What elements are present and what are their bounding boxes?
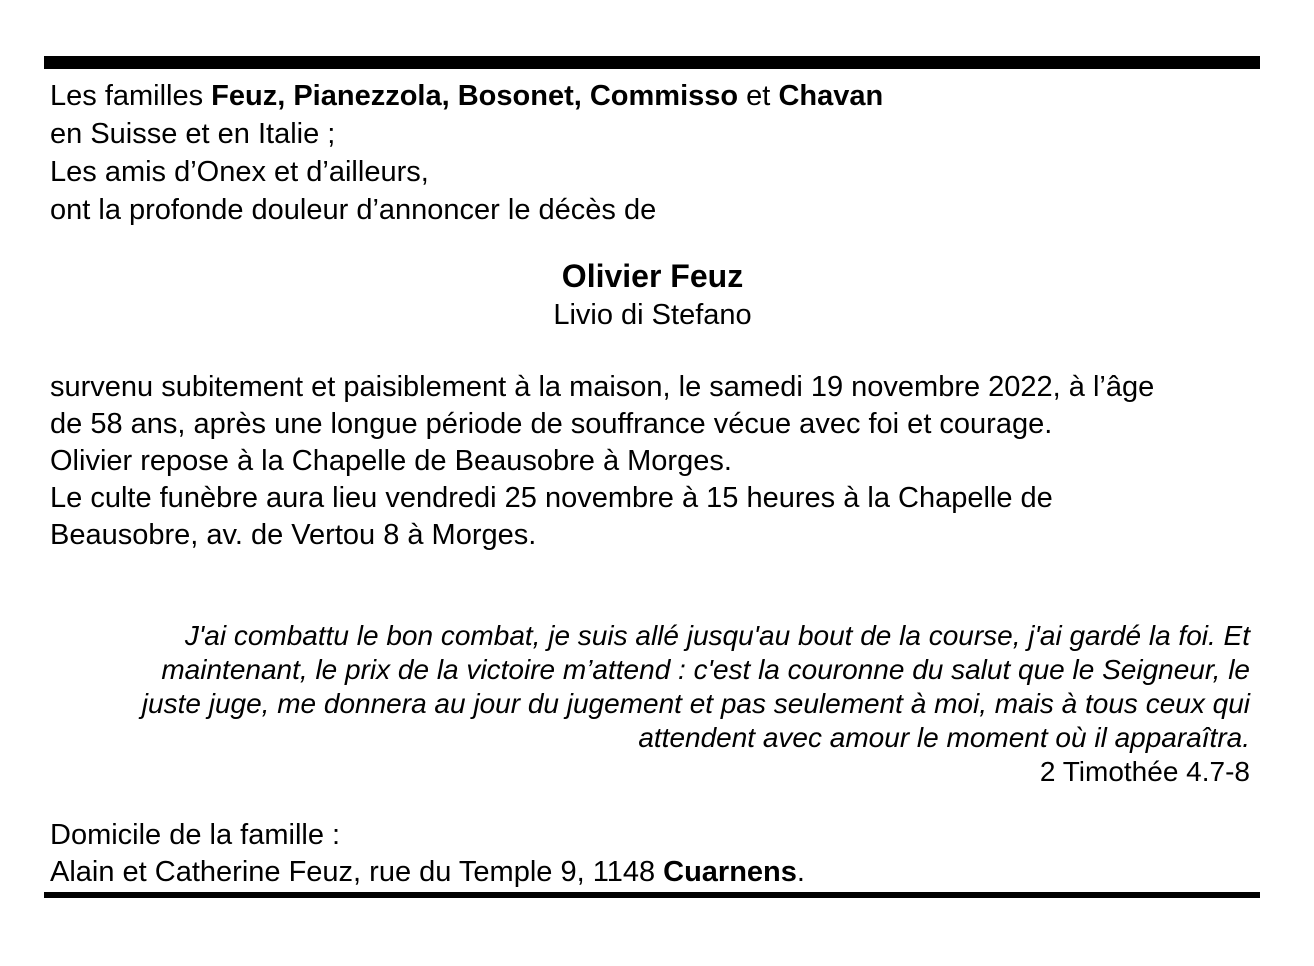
- scripture-quote-block: [60, 619, 1250, 789]
- quote-line: juste juge, me donnera au jour du jugement et pas seulement à moi, mais à tous ceux qui: [141, 688, 1250, 719]
- contact-address-prefix: Alain et Catherine Feuz, rue du Temple 9, 1148: [50, 856, 664, 888]
- death-circumstances-paragraph: survenu subitement et paisiblement à la maison, le samedi 19 novembre 2022, à l’âge de 58 ans, après une longue période de souffrance vécue avec foi et courage.: [50, 371, 1155, 440]
- bottom-rule: [44, 892, 1260, 898]
- repose-location-paragraph: Olivier repose à la Chapelle de Beausobre à Morges.: [50, 445, 732, 477]
- intro-block: [50, 77, 1230, 229]
- families-line: [50, 77, 1230, 115]
- contact-label: Domicile de la famille :: [50, 819, 341, 851]
- contact-address-suffix: .: [796, 856, 805, 888]
- family-name-3: Bosonet,: [457, 80, 590, 112]
- families-prefix: Les familles: [50, 80, 212, 112]
- intro-line-countries: en Suisse et en Italie ;: [50, 118, 336, 150]
- funeral-service-paragraph: Le culte funèbre aura lieu vendredi 25 novembre à 15 heures à la Chapelle de Beausobre, av. de Vertou 8 à Morges.: [50, 482, 1053, 551]
- contact-address-line: [50, 854, 1230, 891]
- family-name-5: Chavan: [778, 80, 884, 112]
- quote-line: attendent avec amour le moment où il apparaîtra.: [638, 722, 1250, 753]
- quote-line: J'ai combattu le bon combat, je suis allé jusqu'au bout de la course, j'ai gardé la foi. Et: [184, 620, 1250, 651]
- top-rule: [44, 56, 1260, 69]
- families-conjunction: et: [738, 80, 779, 112]
- family-name-2: Pianezzola,: [293, 80, 458, 112]
- intro-line-friends: Les amis d’Onex et d’ailleurs,: [50, 156, 429, 188]
- intro-line-announcement: ont la profonde douleur d’annoncer le décès de: [50, 194, 657, 226]
- family-contact-block: [50, 817, 1230, 891]
- quote-line: maintenant, le prix de la victoire m’attend : c'est la couronne du salut que le Seigneur, le: [161, 654, 1250, 685]
- notice-body: [50, 369, 1190, 554]
- family-name-4: Commisso: [589, 80, 739, 112]
- scripture-citation: 2 Timothée 4.7-8: [1039, 756, 1250, 787]
- deceased-name-block: [50, 256, 1255, 334]
- deceased-subtitle: Livio di Stefano: [553, 299, 752, 331]
- deceased-name: Olivier Feuz: [561, 258, 744, 294]
- family-name-1: Feuz,: [211, 80, 294, 112]
- contact-locality: Cuarnens: [663, 856, 797, 888]
